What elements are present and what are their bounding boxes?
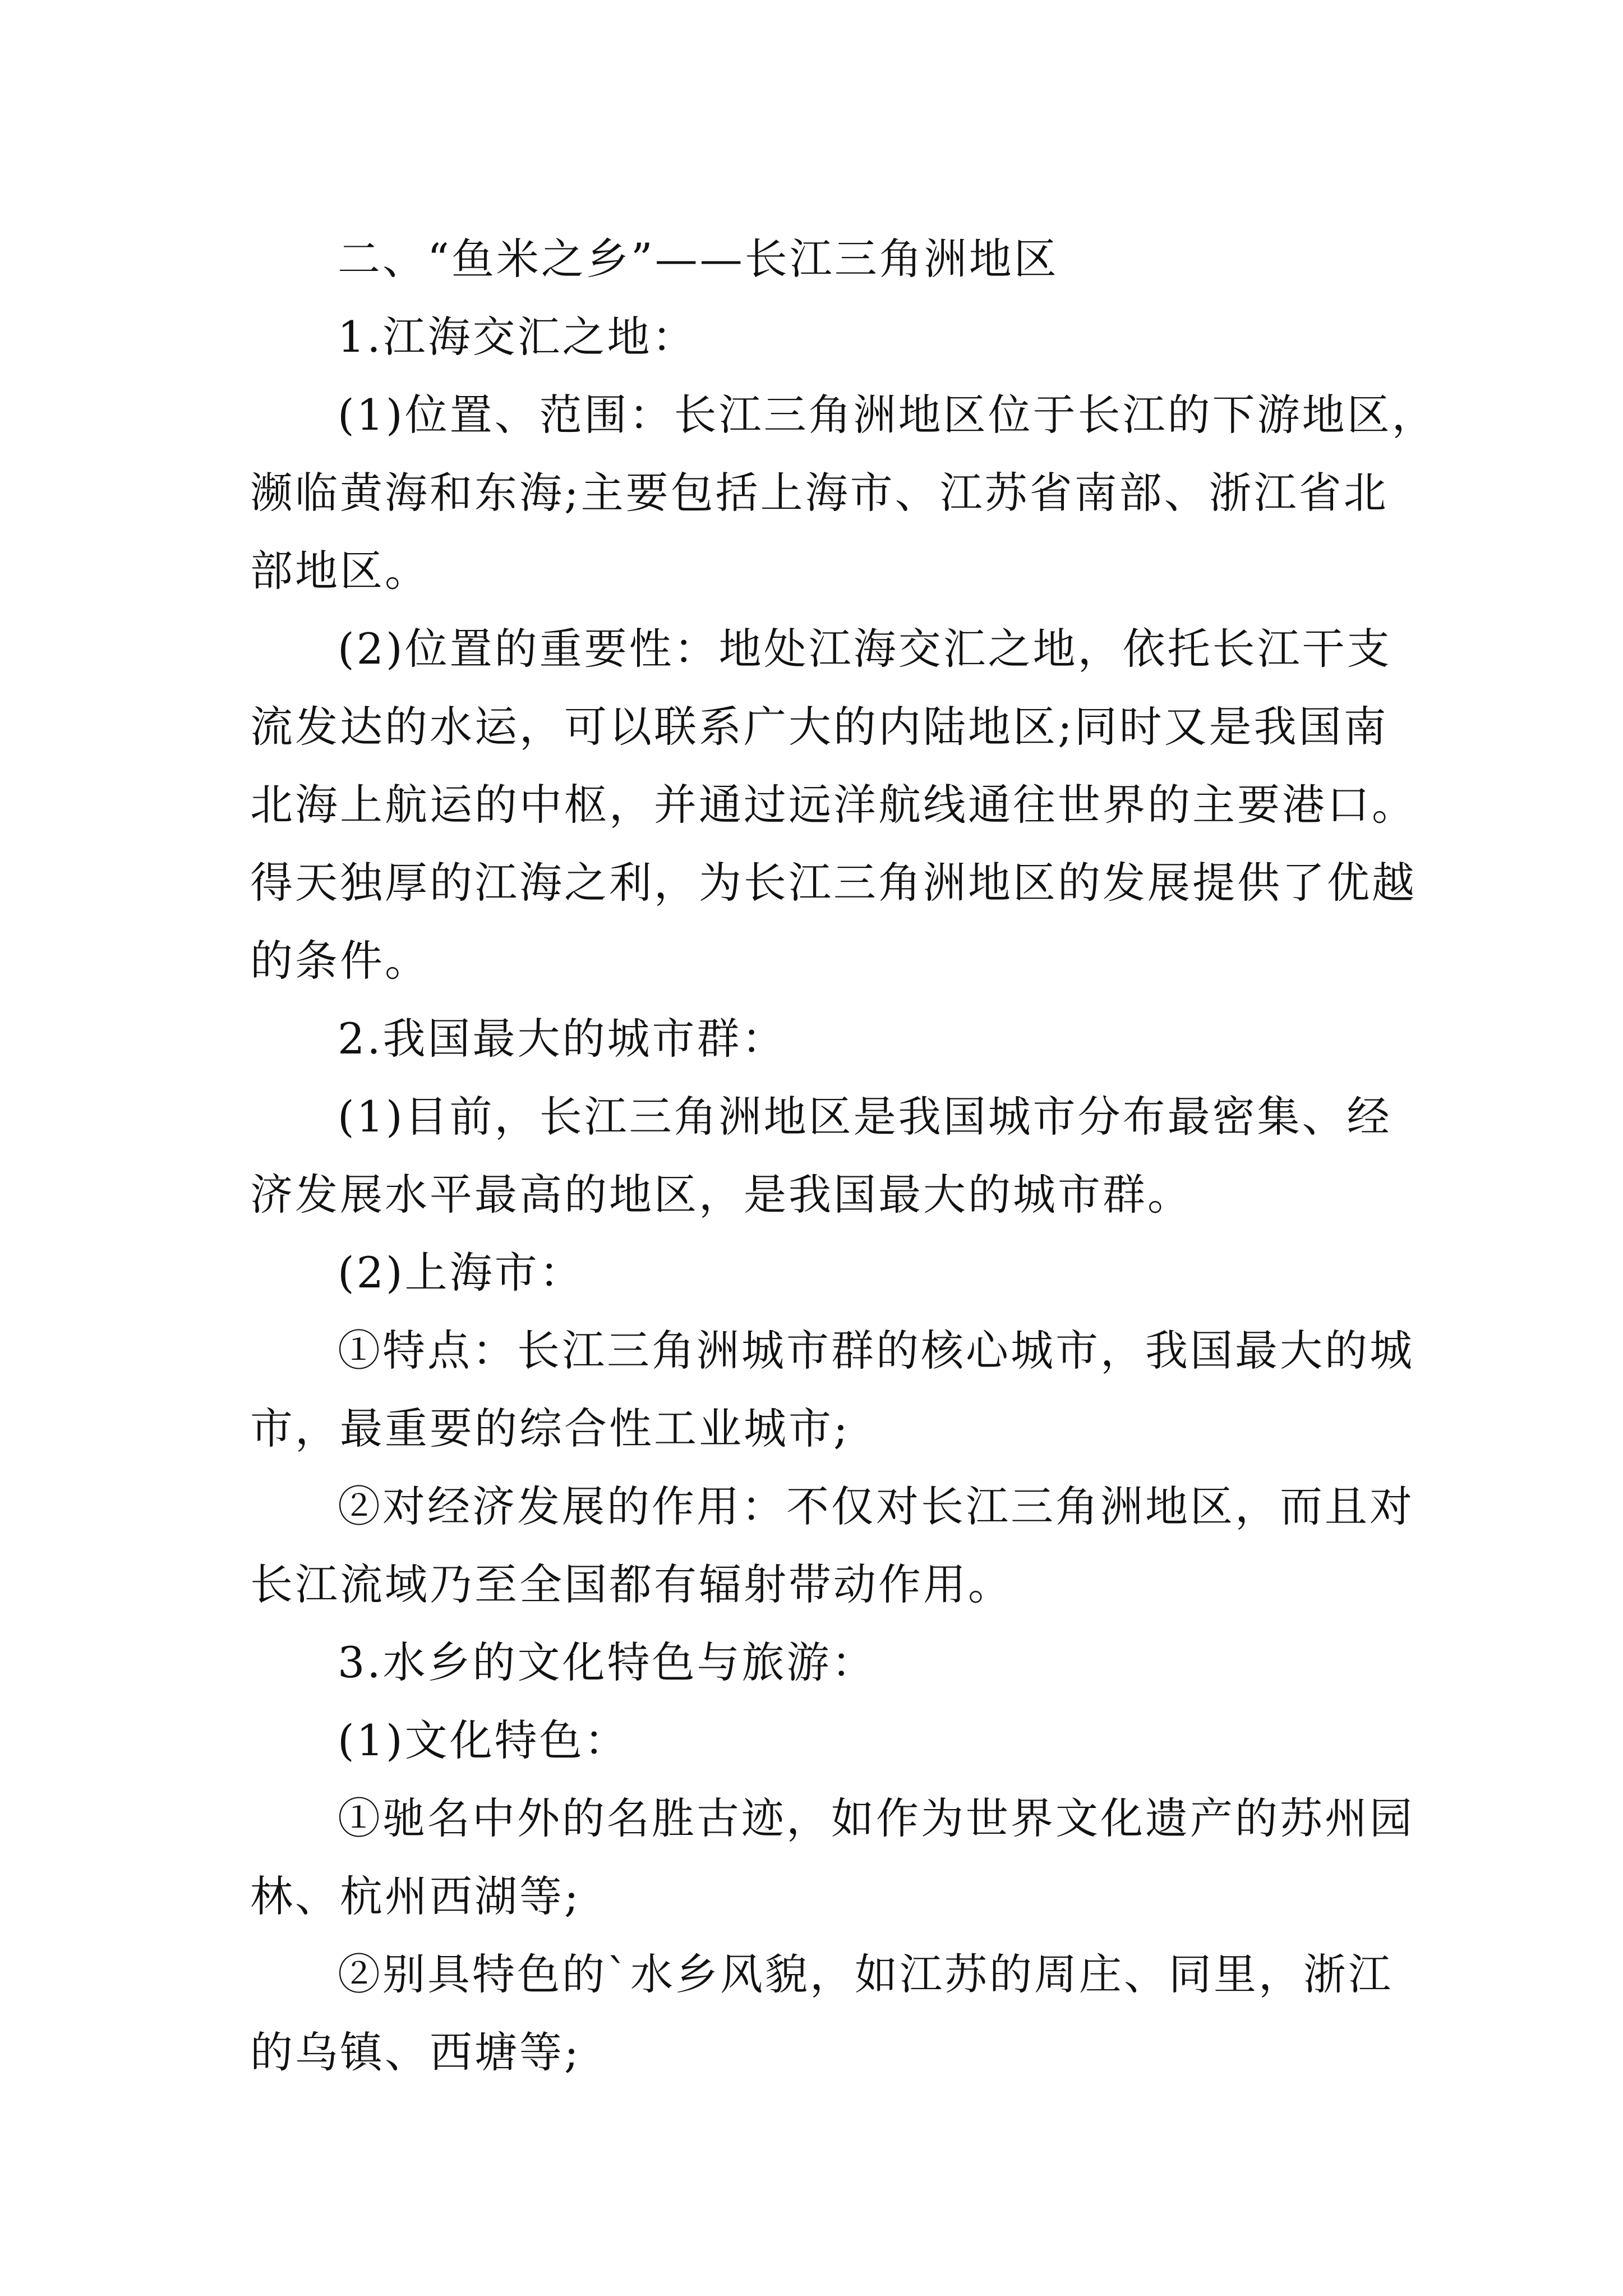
paragraph [250, 1234, 1389, 1312]
paragraph [250, 220, 1389, 298]
text-line: (2)位置的重要性：地处江海交汇之地，依托长江干支 [338, 624, 1392, 674]
text-line: 济发展水平最高的地区，是我国最大的城市群。 [250, 1170, 1192, 1220]
paragraph [250, 1623, 1389, 1701]
text-line: 北海上航运的中枢，并通过远洋航线通往世界的主要港口。 [250, 780, 1417, 830]
text-line: 市，最重要的综合性工业城市; [250, 1404, 850, 1453]
paragraph [250, 1000, 1389, 1078]
paragraph [250, 1935, 1393, 2091]
text-line: 3.水乡的文化特色与旅游： [338, 1637, 877, 1687]
text-line: ①驰名中外的名胜古迹，如作为世界文化遗产的苏州园 [338, 1793, 1414, 1843]
text-line: 的条件。 [250, 936, 430, 986]
text-line: 流发达的水运，可以联系广大的内陆地区;同时又是我国南 [250, 702, 1389, 752]
paragraph [250, 1312, 1414, 1467]
text-line: (2)上海市： [338, 1248, 584, 1297]
document-body [250, 220, 1437, 2091]
paragraph [250, 376, 1437, 610]
text-line: (1)位置、范围：长江三角洲地区位于长江的下游地区， [338, 390, 1437, 440]
text-line: (1)目前，长江三角洲地区是我国城市分布最密集、经 [338, 1092, 1392, 1142]
text-line: 长江流域乃至全国都有辐射带动作用。 [250, 1559, 1013, 1609]
text-line: ①特点：长江三角洲城市群的核心城市，我国最大的城 [338, 1326, 1414, 1375]
text-line: 得天独厚的江海之利，为长江三角洲地区的发展提供了优越 [250, 858, 1417, 908]
paragraph [250, 298, 1389, 376]
text-line: ②对经济发展的作用：不仅对长江三角洲地区，而且对 [338, 1481, 1414, 1531]
text-line: 濒临黄海和东海;主要包括上海市、江苏省南部、浙江省北 [250, 468, 1389, 518]
paragraph [250, 1078, 1392, 1234]
text-line: 的乌镇、西塘等; [250, 2027, 581, 2077]
text-line: 2.我国最大的城市群： [338, 1014, 787, 1064]
text-line: (1)文化特色： [338, 1715, 629, 1765]
paragraph [250, 1701, 1389, 1779]
text-line: ②别具特色的`水乡风貌，如江苏的周庄、同里，浙江 [338, 1949, 1393, 1999]
text-line: 二、“鱼米之乡”——长江三角洲地区 [338, 234, 1059, 284]
text-line: 1.江海交汇之地： [338, 312, 697, 362]
text-line: 林、杭州西湖等; [250, 1871, 581, 1921]
paragraph [250, 1467, 1414, 1623]
paragraph [250, 610, 1417, 1000]
text-line: 部地区。 [250, 546, 430, 596]
paragraph [250, 1779, 1414, 1935]
